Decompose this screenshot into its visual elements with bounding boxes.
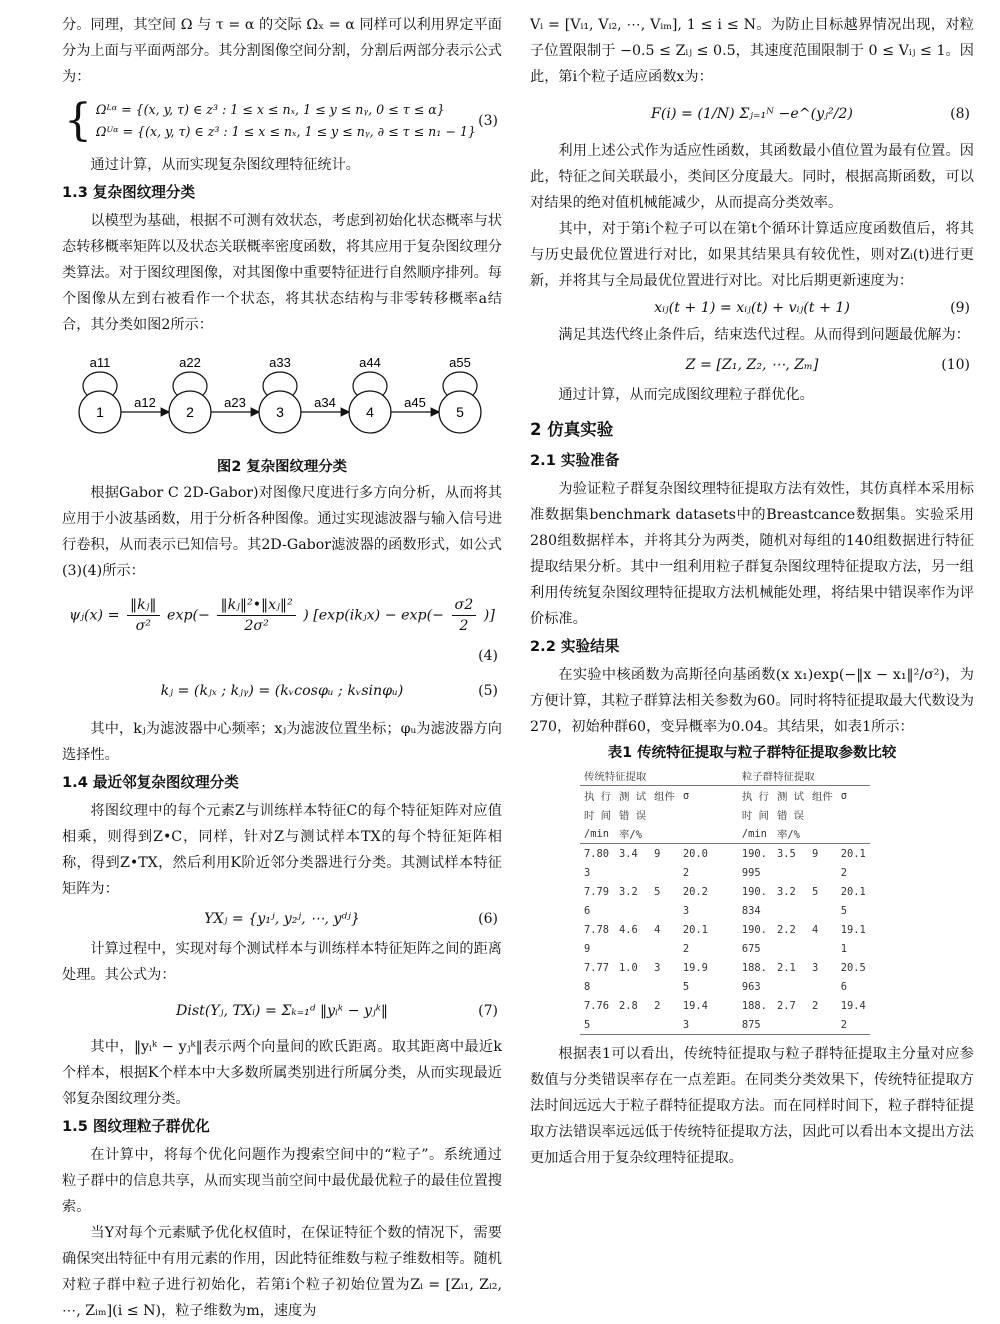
table-1-caption: 表1 传统特征提取与粒子群特征提取参数比较 [607, 745, 897, 761]
section-heading-2: 2 仿真实验 [530, 420, 614, 439]
table-cell [650, 977, 679, 996]
table-row [580, 863, 870, 882]
paragraph-fitness: 利用上述公式作为适应性函数，其函数最小值位置为最有位置。因此，特征之间关联最小，类间区分度最大。同时，根据高斯函数，可以对结果的绝对值机械能减少，从而提高分类效率。 [530, 143, 974, 211]
table-header-row [580, 824, 870, 844]
table-cell: σ [840, 789, 848, 802]
table-cell: 20.1 [682, 923, 708, 936]
paragraph-gabor: 根据Gabor C 2D-Gabor)对图像尺度进行多方向分析，从而将其应用于小波基函数，用于分析各种图像。通过实现滤波器与输入信号进行卷积，从而表示已知信号。其2D-Gabor滤波器的函数形式，如公式(3)(4)所示： [62, 485, 502, 579]
equation-4-frac2-den: 2σ² [244, 617, 269, 634]
equation-9-body: xᵢⱼ(t + 1) = xᵢⱼ(t) + vᵢⱼ(t + 1) [654, 300, 850, 316]
equation-4-frac-den: σ² [135, 617, 151, 634]
table-cell [615, 863, 650, 882]
table-group-header-pso: 粒子群特征提取 [738, 766, 870, 786]
equation-7 [62, 988, 502, 1034]
table-cell: 19.4 [682, 999, 708, 1012]
paragraph-stat: 通过计算，从而实现复杂图纹理特征统计。 [90, 157, 360, 173]
equation-4-end: )] [483, 607, 495, 623]
table-row [580, 901, 870, 920]
paragraph-2-2: 在实验中核函数为高斯径向基函数(x x₁)exp(−‖x − x₁‖²/σ²)，为方便计算，其粒子群算法相关参数为60。同时将特征提取最大代数设为270，初始种群60，变异概率为0.04。其结果，如表1所示： [530, 667, 974, 735]
table-cell: 9 [812, 847, 819, 860]
table-cell: 2.1 [776, 961, 796, 974]
table-cell [679, 805, 712, 824]
self-loop-label: a44 [359, 355, 381, 370]
table-row [580, 1015, 870, 1035]
equation-8 [530, 90, 974, 138]
self-loop-label: a55 [449, 355, 471, 370]
table-row [580, 977, 870, 996]
table-cell: 5 [580, 1015, 615, 1035]
table-cell [615, 1015, 650, 1035]
table-cell [615, 939, 650, 958]
table-cell: 1 [840, 942, 848, 955]
table-cell: 5 [812, 885, 819, 898]
equation-number: (4) [478, 648, 498, 664]
paragraph-termination: 满足其迭代终止条件后，结束迭代过程。从而得到问题最优解为： [558, 327, 970, 343]
table-cell [650, 805, 679, 824]
table-cell: 190. [741, 885, 767, 898]
left-column [62, 0, 502, 1324]
table-cell: 2.2 [776, 923, 796, 936]
self-loop-label: a11 [89, 355, 111, 370]
table-cell [650, 824, 679, 844]
table-row [580, 996, 870, 1015]
paragraph-1-3: 以模型为基础，根据不可测有效状态，考虑到初始化状态概率与状态转移概率矩阵以及状态关联概率密度函数，将其应用于复杂图纹理分类算法。对于图纹理图像，对其图像中重要特征进行自然顺序排列。每个图像从左到右被看作一个状态，将其状态结构与非零转移概率a结合，其分类如图2所示： [62, 213, 502, 333]
table-cell: 20.0 [682, 847, 708, 860]
equation-10 [530, 348, 974, 382]
equation-4-lhs: ψⱼ(x) = [69, 607, 120, 623]
table-cell: /min [738, 824, 773, 844]
table-cell [808, 1015, 837, 1035]
table-cell [808, 939, 837, 958]
table-cell: 675 [741, 942, 761, 955]
equation-number: (10) [941, 357, 970, 373]
paragraph-iteration: 其中，对于第i个粒子可以在第t个循环计算适应度函数值后，将其与历史最优位置进行对比，如果其结果具有较优性，则对Zᵢ(t)进行更新，并将其与全局最优位置进行对比。对比后期更新速度为： [530, 221, 974, 289]
table-cell [650, 1015, 679, 1035]
table-cell: 3.2 [619, 885, 638, 898]
state-node-label: 2 [186, 404, 194, 420]
state-node-label: 5 [456, 404, 464, 420]
table-cell [615, 901, 650, 920]
equation-7-body: Dist(Yⱼ, TXᵢ) = Σₖ₌₁ᵈ ‖yᵢᵏ − yⱼᵏ‖ [175, 1003, 389, 1019]
table-cell: 3 [682, 904, 690, 917]
table-cell: 995 [741, 866, 761, 879]
table-cell: 190. [741, 923, 767, 936]
paragraph-1-5b: 当Y对每个元素赋予优化权值时，在保证特征个数的情况下，需要确保突出特征中有用元素的作用，因此特征维数与粒子维数相等。随机对粒子群中粒子进行初始化，若第i个粒子初始位置为Zᵢ = [Zᵢ₁, Zᵢ₂, ⋯, Zᵢₘ](i ≤ N)，粒子维数为m，速度为 [62, 1225, 502, 1319]
paragraph-2-1: 为验证粒子群复杂图纹理特征提取方法有效性，其仿真样本采用标准数据集benchmark datasets中的Breastcance数据集。实验采用280组数据样本，并将其分为两类，随机对每组的140组数据进行特征提取结果分析。其中一组利用粒子群复杂图纹理特征提取方法，另一组利用传统复杂图纹理特征提取方法机械能处理，将结果中错误率作为评价标准。 [530, 481, 974, 627]
table-cell: 3 [679, 1015, 712, 1035]
table-cell [650, 863, 679, 882]
paragraph-conclusion: 根据表1可以看出，传统特征提取与粒子群特征提取主分量对应参数值与分类错误率存在一点差距。在同类分类效果下，传统特征提取方法时间远远大于粒子群特征提取方法。而在同样时间下，粒子群特征提取方法错误率远远低于传统特征提取方法，因此可以看出本文提出方法更加适合用于复杂纹理特征提取。 [530, 1046, 974, 1166]
table-cell: 8 [584, 980, 591, 993]
table-cell: 2 [837, 1015, 870, 1035]
self-loop-label: a22 [179, 355, 201, 370]
table-cell [650, 901, 679, 920]
equation-4-mid: exp(− [167, 607, 210, 623]
equation-5 [62, 666, 502, 716]
state-node-label: 1 [96, 404, 104, 420]
self-loop-label: a33 [269, 355, 291, 370]
paragraph-knn: 其中，‖yᵢᵏ − yⱼᵏ‖表示两个向量间的欧氏距离。取其距离中最近k个样本，根据K个样本中大多数所属类别进行所属分类，从而实现最近邻复杂图纹理分类。 [62, 1039, 502, 1107]
table-cell: 19.1 [840, 923, 866, 936]
table-cell: 20.1 [840, 885, 866, 898]
paragraph-dist: 计算过程中，实现对每个测试样本与训练样本特征矩阵之间的距离处理。其公式为： [62, 941, 502, 983]
equation-8-body: F(i) = (1/N) Σⱼ₌₁ᴺ −e^(yⱼ²/2) [651, 106, 853, 122]
table-cell: /min [580, 824, 615, 844]
table-cell [773, 977, 808, 996]
table-cell: 188. [741, 999, 767, 1012]
section-heading-2-1: 2.1 实验准备 [530, 452, 620, 469]
section-heading-1-5: 1.5 图纹理粒子群优化 [62, 1118, 210, 1135]
paragraph-intro: 分。同理，其空间 Ω 与 τ = α 的交际 Ωₓ = α 同样可以利用界定平面分为上面与平面两部分。其分割图像空间分割，分割后两部分表示公式为： [62, 17, 502, 85]
equation-9 [530, 294, 974, 322]
section-heading-2-2: 2.2 实验结果 [530, 638, 620, 655]
table-cell [808, 977, 837, 996]
table-cell: 4.6 [619, 923, 638, 936]
table-cell: 875 [738, 1015, 773, 1035]
table-row [580, 958, 870, 977]
table-cell: 20.2 [682, 885, 708, 898]
equation-6-body: YXⱼ = {y₁ʲ, y₂ʲ, ⋯, yᵈʲ} [204, 911, 360, 927]
table-cell: 5 [654, 885, 661, 898]
table-cell: 错 误 [619, 810, 647, 822]
table-cell: 7.80 [584, 847, 610, 860]
table-cell: 2 [654, 999, 661, 1012]
equation-number: (5) [478, 683, 498, 699]
table-cell: 6 [840, 980, 848, 993]
table-cell [808, 805, 837, 824]
table-cell [679, 824, 712, 844]
table-header-row [580, 805, 870, 824]
table-cell: 7.78 [584, 923, 610, 936]
table-cell [837, 824, 870, 844]
table-row [580, 844, 870, 864]
equation-number: (6) [478, 911, 498, 927]
table-cell: 3.4 [619, 847, 638, 860]
table-cell [773, 939, 808, 958]
table-cell [773, 1015, 808, 1035]
state-node-label: 3 [276, 404, 284, 420]
table-cell: 19.9 [682, 961, 708, 974]
section-heading-1-3: 1.3 复杂图纹理分类 [62, 184, 196, 201]
table-cell: σ [682, 789, 690, 802]
equation-3: { Ωᴸᵅ = {(x, y, τ) ∈ z³ : 1 ≤ x ≤ nₓ, 1 ≤ y ≤ nᵧ, 0 ≤ τ ≤ α} Ωᵁᵅ = {(x, y, τ) ∈ z³ : 1 ≤ x ≤ nₓ, 1 ≤ y ≤ nᵧ, ∂ ≤ τ ≤ n₁ − 1} (3) [64, 95, 498, 146]
table-cell: 20.5 [840, 961, 866, 974]
table-cell: 20.1 [840, 847, 866, 860]
paragraph-velocity: Vᵢ = [Vᵢ₁, Vᵢ₂, ⋯, Vᵢₘ], 1 ≤ i ≤ N。为防止目标越界情况出现，对粒子位置限制于 −0.5 ≤ Zᵢⱼ ≤ 0.5，其速度范围限制于 0 ≤ Vᵢⱼ ≤ 1。因此，第i个粒子适应函数x为： [530, 17, 974, 85]
table-group-header-traditional: 传统特征提取 [580, 766, 712, 786]
table-cell [808, 824, 837, 844]
transition-label: a34 [314, 395, 336, 410]
equation-6 [62, 902, 502, 936]
figure-2-caption: 图2 复杂图纹理分类 [216, 459, 348, 475]
table-cell: 测 试 [776, 791, 804, 803]
equation-10-body: Z = [Z₁, Z₂, ⋯, Zₘ] [685, 357, 819, 373]
table-cell: 4 [812, 923, 819, 936]
table-cell: 3 [812, 961, 819, 974]
table-cell: 834 [741, 904, 761, 917]
table-cell: 9 [654, 847, 661, 860]
table-cell [615, 977, 650, 996]
table-1 [580, 766, 870, 1035]
equation-4-rhs: ) [exp(ikⱼx) − exp(− [303, 607, 445, 623]
table-row [580, 920, 870, 939]
transition-label: a23 [224, 395, 246, 410]
table-cell: 3 [654, 961, 661, 974]
right-column [530, 0, 974, 1171]
table-cell: 5 [682, 980, 690, 993]
equation-5-body: kⱼ = (kⱼₓ ; kⱼᵧ) = (kᵥcosφᵤ ; kᵥsinφᵤ) [160, 683, 404, 699]
state-diagram-svg [62, 344, 502, 454]
table-header-row [580, 786, 870, 806]
figure-2-state-diagram [62, 344, 502, 454]
table-cell [773, 901, 808, 920]
table-cell: 190. [741, 847, 767, 860]
table-cell: 2 [840, 866, 848, 879]
table-cell: 测 试 [619, 791, 647, 803]
table-cell [837, 805, 870, 824]
table-row [580, 882, 870, 901]
equation-4-frac-num: ‖kⱼ‖ [127, 595, 160, 616]
table-cell: 7.77 [584, 961, 610, 974]
transition-label: a12 [134, 395, 156, 410]
paragraph-optimization: 通过计算，从而完成图纹理粒子群优化。 [558, 387, 814, 403]
paragraph-1-4: 将图纹理中的每个元素Z与训练样本特征C的每个特征矩阵对应值相乘，则得到Z•C，同样，针对Z与测试样本TX的每个特征矩阵相称，得到Z•TX，然后利用K阶近邻分类器进行分类。其测试样本特征矩阵为： [62, 803, 502, 897]
table-cell: 2 [682, 942, 690, 955]
table-cell: 7.76 [584, 999, 610, 1012]
equation-number: (7) [478, 1003, 498, 1019]
equation-number: (9) [950, 300, 970, 316]
table-row [580, 939, 870, 958]
table-cell [773, 863, 808, 882]
table-cell: 2 [812, 999, 819, 1012]
table-cell: 5 [840, 904, 848, 917]
table-cell: 错 误 [776, 810, 804, 822]
equation-4-frac2-num: ‖kⱼ‖²•‖xⱼ‖² [217, 595, 295, 616]
table-cell: 组件 [812, 791, 833, 803]
table-cell: 963 [741, 980, 761, 993]
table-cell: 组件 [654, 791, 675, 803]
table-cell: 率/% [773, 824, 808, 844]
table-cell: 7.79 [584, 885, 610, 898]
table-cell: 2.8 [619, 999, 638, 1012]
table-cell: 9 [584, 942, 591, 955]
table-cell: 2.7 [776, 999, 796, 1012]
table-cell: 时 间 [584, 810, 612, 822]
table-cell: 3 [584, 866, 591, 879]
equation-3-line-1: Ωᴸᵅ = {(x, y, τ) ∈ z³ : 1 ≤ x ≤ nₓ, 1 ≤ y ≤ nᵧ, 0 ≤ τ ≤ α} [96, 102, 445, 117]
equation-number: (3) [478, 113, 498, 129]
table-cell: 时 间 [741, 810, 769, 822]
table-cell [808, 863, 837, 882]
table-cell [808, 901, 837, 920]
table-cell: 率/% [615, 824, 650, 844]
equation-3-line-2: Ωᵁᵅ = {(x, y, τ) ∈ z³ : 1 ≤ x ≤ nₓ, 1 ≤ y ≤ nᵧ, ∂ ≤ τ ≤ n₁ − 1} [96, 124, 476, 139]
equation-number: (8) [950, 106, 970, 122]
paragraph-1-5a: 在计算中，将每个优化问题作为搜索空间中的“粒子”。系统通过粒子群中的信息共享，从而实现当前空间中最优最优粒子的最佳位置搜索。 [62, 1147, 502, 1215]
table-cell: 4 [654, 923, 661, 936]
table-cell: 6 [584, 904, 591, 917]
table-cell: 3.2 [776, 885, 796, 898]
equation-4-frac3-den: 2 [459, 617, 469, 634]
table-cell: 执 行 [584, 791, 612, 803]
table-cell: 2 [682, 866, 690, 879]
state-node-label: 4 [366, 404, 374, 420]
section-heading-1-4: 1.4 最近邻复杂图纹理分类 [62, 774, 239, 791]
table-cell: 19.4 [840, 999, 866, 1012]
table-cell [650, 939, 679, 958]
table-cell: 188. [741, 961, 767, 974]
transition-label: a45 [404, 395, 426, 410]
paragraph-kj: 其中，kⱼ为滤波器中心频率；xⱼ为滤波位置坐标；φᵤ为滤波器方向选择性。 [62, 721, 502, 763]
table-cell: 1.0 [619, 961, 638, 974]
equation-4-frac3-num: σ2 [452, 595, 477, 616]
table-cell: 执 行 [741, 791, 769, 803]
equation-4 [62, 584, 502, 646]
table-cell: 3.5 [776, 847, 796, 860]
